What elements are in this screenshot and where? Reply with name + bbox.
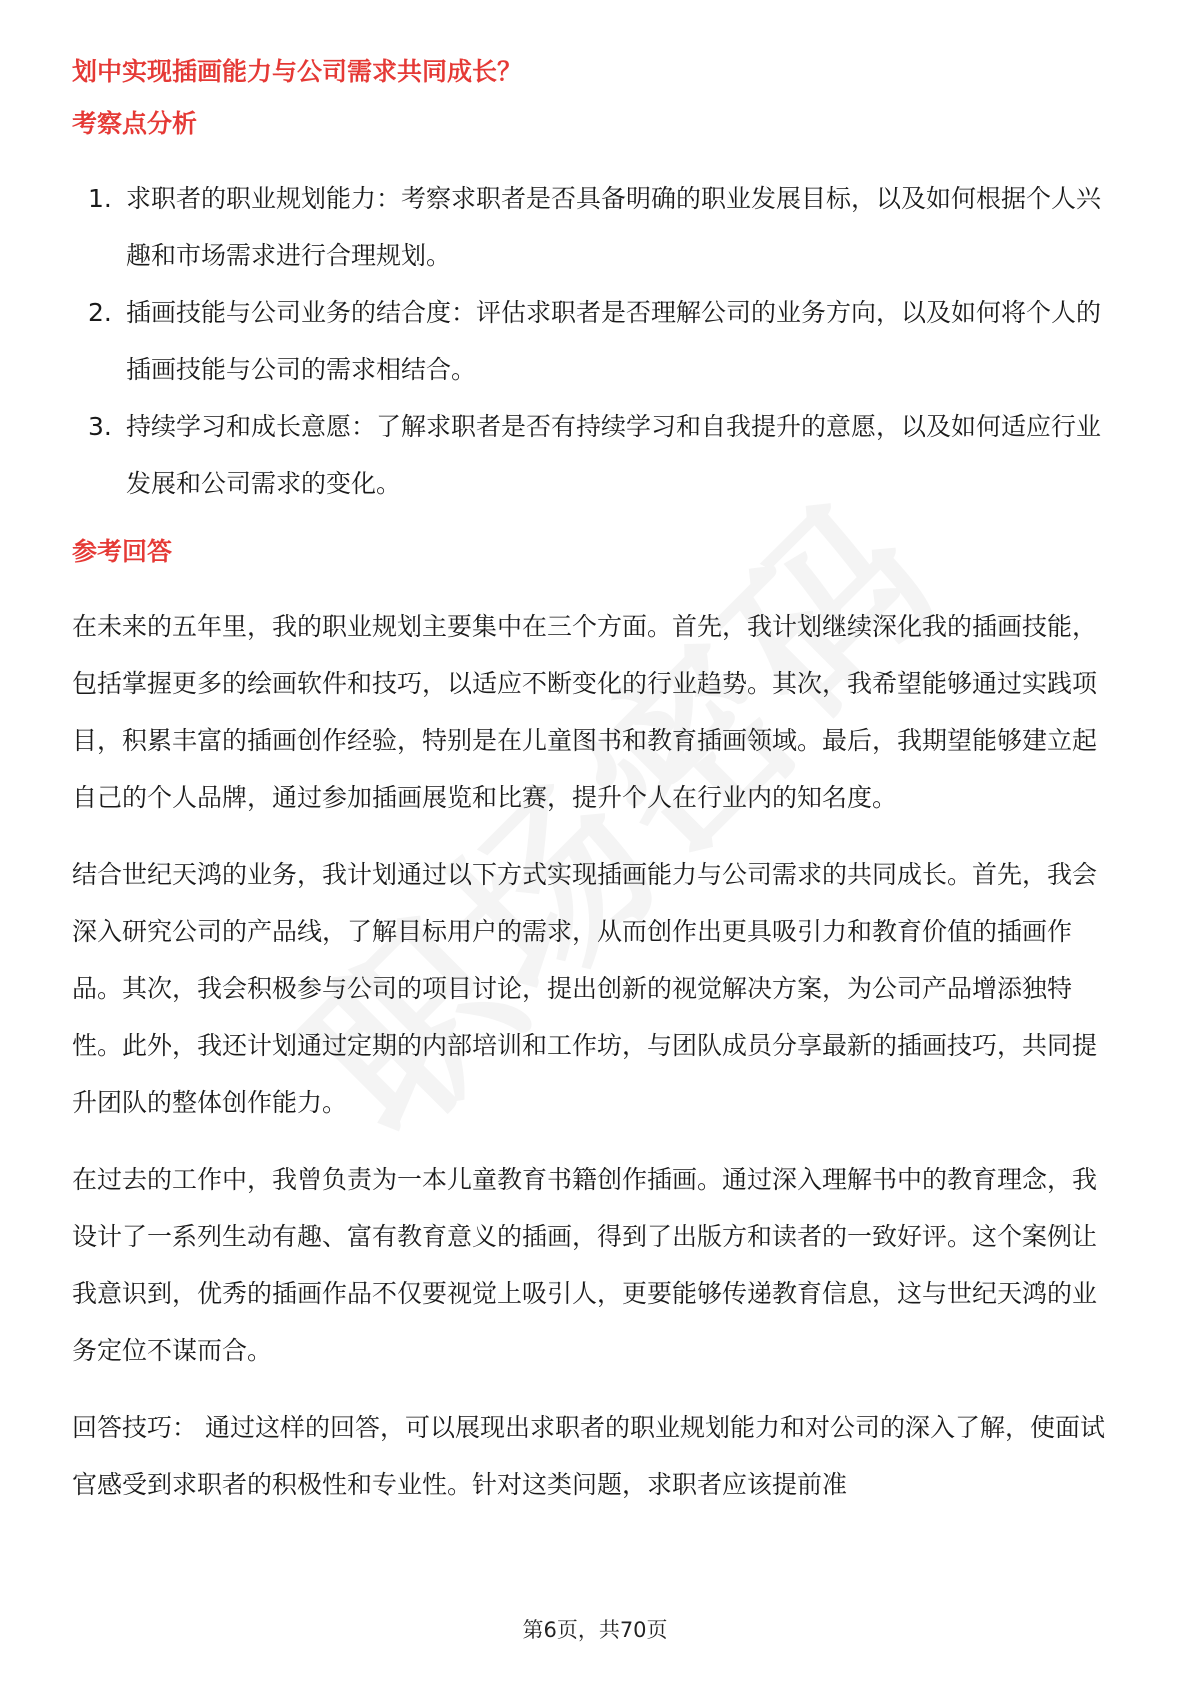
page-number-footer: 第6页，共70页: [522, 1618, 668, 1642]
analysis-item-number: 1.: [88, 184, 112, 213]
analysis-item-text: 插画技能与公司业务的结合度：评估求职者是否理解公司的业务方向，以及如何将个人的插画技能与公司的需求相结合。: [126, 298, 1102, 384]
analysis-item-text: 持续学习和成长意愿：了解求职者是否有持续学习和自我提升的意愿，以及如何适应行业发展和公司需求的变化。: [126, 412, 1102, 498]
analysis-item-number: 3.: [88, 412, 112, 441]
continued-question-heading: 划中实现插画能力与公司需求共同成长？: [72, 57, 523, 86]
analysis-item: [72, 284, 1118, 398]
analysis-item-number: 2.: [88, 298, 112, 327]
answer-tips-paragraph: 回答技巧： 通过这样的回答，可以展现出求职者的职业规划能力和对公司的深入了解，使面试官感受到求职者的积极性和专业性。针对这类问题，求职者应该提前准: [72, 1413, 1105, 1499]
answer-paragraph: 在过去的工作中，我曾负责为一本儿童教育书籍创作插画。通过深入理解书中的教育理念，我设计了一系列生动有趣、富有教育意义的插画，得到了出版方和读者的一致好评。这个案例让我意识到，优秀的插画作品不仅要视觉上吸引人，更要能够传递教育信息，这与世纪天鸿的业务定位不谋而合。: [72, 1165, 1098, 1365]
answer-paragraph: 结合世纪天鸿的业务，我计划通过以下方式实现插画能力与公司需求的共同成长。首先，我会深入研究公司的产品线，了解目标用户的需求，从而创作出更具吸引力和教育价值的插画作品。其次，我会积极参与公司的项目讨论，提出创新的视觉解决方案，为公司产品增添独特性。此外，我还计划通过定期的内部培训和工作坊，与团队成员分享最新的插画技巧，共同提升团队的整体创作能力。: [72, 860, 1098, 1117]
analysis-list: [72, 170, 1118, 512]
answer-heading: 参考回答: [72, 537, 173, 566]
analysis-item: [72, 170, 1118, 284]
analysis-item-text: 求职者的职业规划能力：考察求职者是否具备明确的职业发展目标，以及如何根据个人兴趣和市场需求进行合理规划。: [126, 184, 1102, 270]
analysis-item: [72, 398, 1118, 512]
page-content: [72, 52, 1118, 1533]
analysis-heading: 考察点分析: [72, 109, 198, 138]
answer-paragraph: 在未来的五年里，我的职业规划主要集中在三个方面。首先，我计划继续深化我的插画技能，包括掌握更多的绘画软件和技巧，以适应不断变化的行业趋势。其次，我希望能够通过实践项目，积累丰富的插画创作经验，特别是在儿童图书和教育插画领域。最后，我期望能够建立起自己的个人品牌，通过参加插画展览和比赛，提升个人在行业内的知名度。: [72, 612, 1098, 812]
